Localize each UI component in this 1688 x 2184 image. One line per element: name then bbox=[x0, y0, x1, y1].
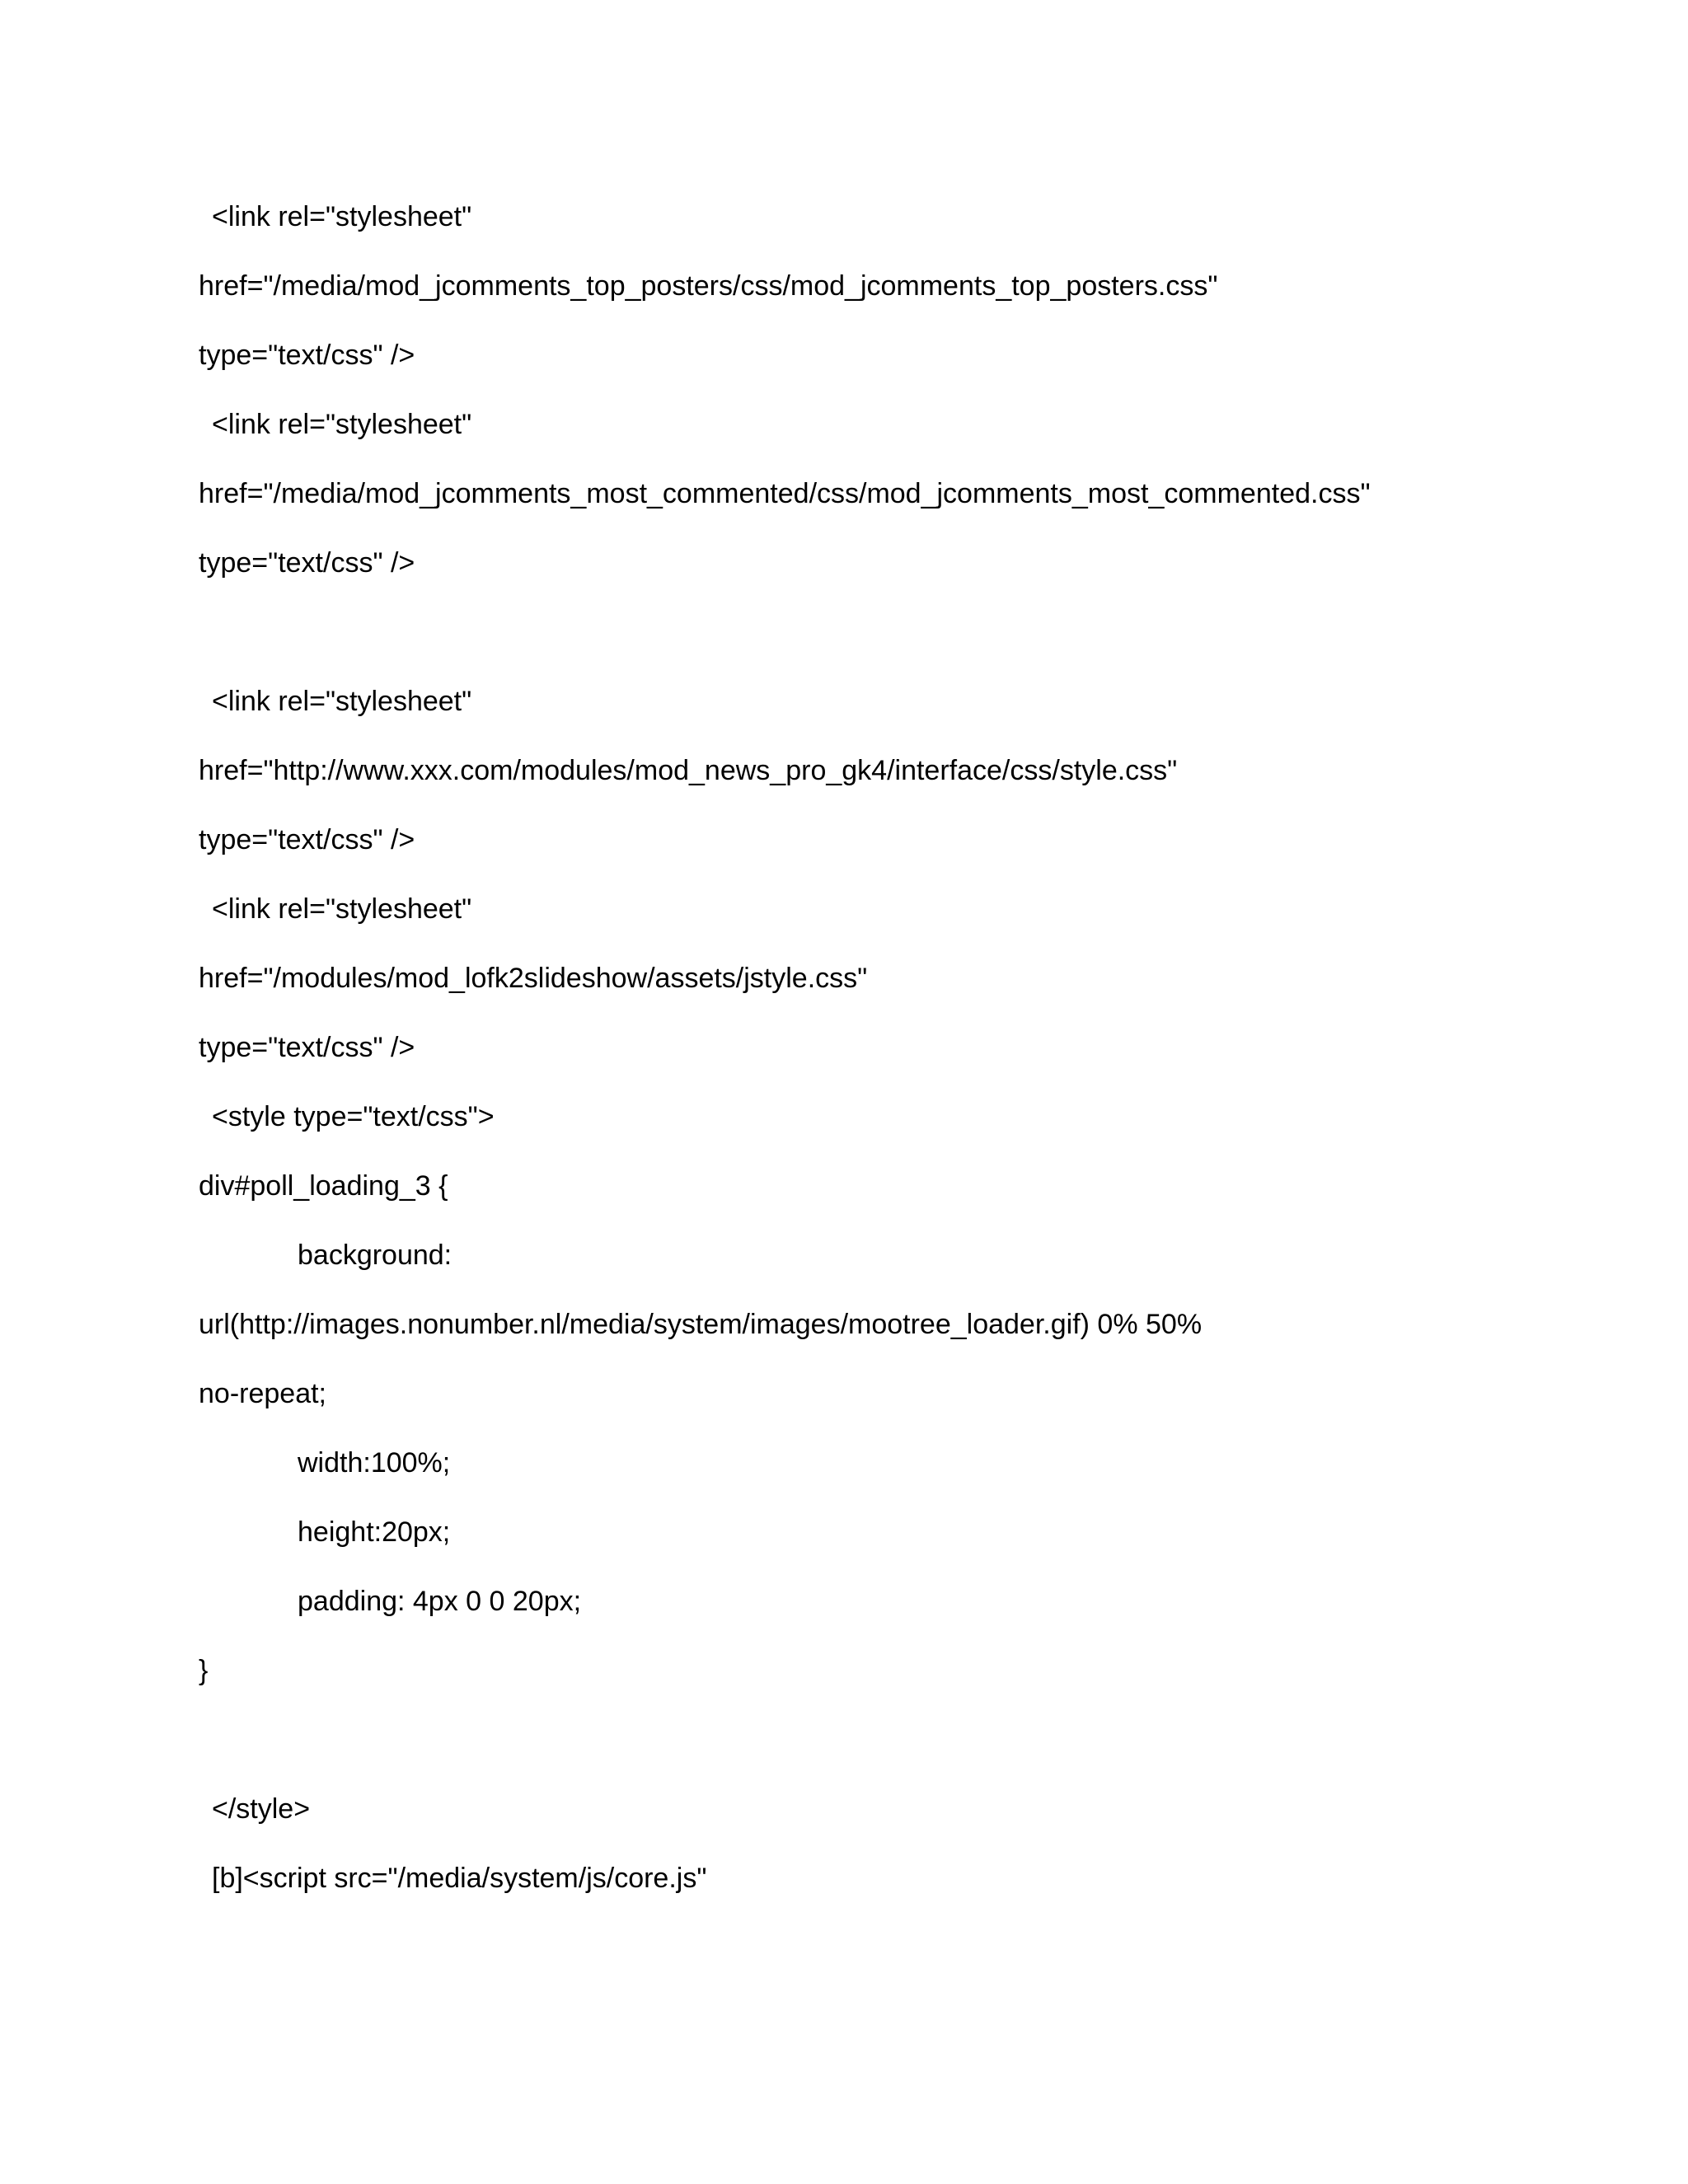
code-line-16: url(http://images.nonumber.nl/media/system/images/mootree_loader.gif) 0% 50% bbox=[199, 1309, 1203, 1340]
code-line-4: <link rel="stylesheet" bbox=[212, 409, 472, 440]
code-line-6: type="text/css" /> bbox=[199, 547, 415, 579]
code-line-11: href="/modules/mod_lofk2slideshow/assets/jstyle.css" bbox=[199, 963, 868, 994]
code-line-17: no-repeat; bbox=[199, 1378, 326, 1409]
code-line-18: width:100%; bbox=[298, 1447, 451, 1479]
code-line-7: <link rel="stylesheet" bbox=[212, 686, 472, 717]
code-line-12: type="text/css" /> bbox=[199, 1032, 415, 1063]
code-line-20: padding: 4px 0 0 20px; bbox=[298, 1586, 582, 1617]
code-line-3: type="text/css" /> bbox=[199, 340, 415, 371]
code-line-19: height:20px; bbox=[298, 1516, 451, 1548]
code-line-22: </style> bbox=[212, 1793, 311, 1825]
code-line-5: href="/media/mod_jcomments_most_commented/css/mod_jcomments_most_commented.css" bbox=[199, 478, 1371, 509]
code-line-13: <style type="text/css"> bbox=[212, 1101, 495, 1132]
code-line-23: [b]<script src="/media/system/js/core.js" bbox=[212, 1863, 707, 1894]
code-line-9: type="text/css" /> bbox=[199, 824, 415, 855]
code-line-8: href="http://www.xxx.com/modules/mod_news_pro_gk4/interface/css/style.css" bbox=[199, 755, 1178, 786]
code-line-1: <link rel="stylesheet" bbox=[212, 201, 472, 232]
code-line-15: background: bbox=[298, 1240, 452, 1271]
code-line-21: } bbox=[199, 1655, 209, 1686]
code-line-14: div#poll_loading_3 { bbox=[199, 1170, 448, 1202]
code-line-2: href="/media/mod_jcomments_top_posters/css/mod_jcomments_top_posters.css" bbox=[199, 270, 1218, 302]
code-line-10: <link rel="stylesheet" bbox=[212, 893, 472, 925]
